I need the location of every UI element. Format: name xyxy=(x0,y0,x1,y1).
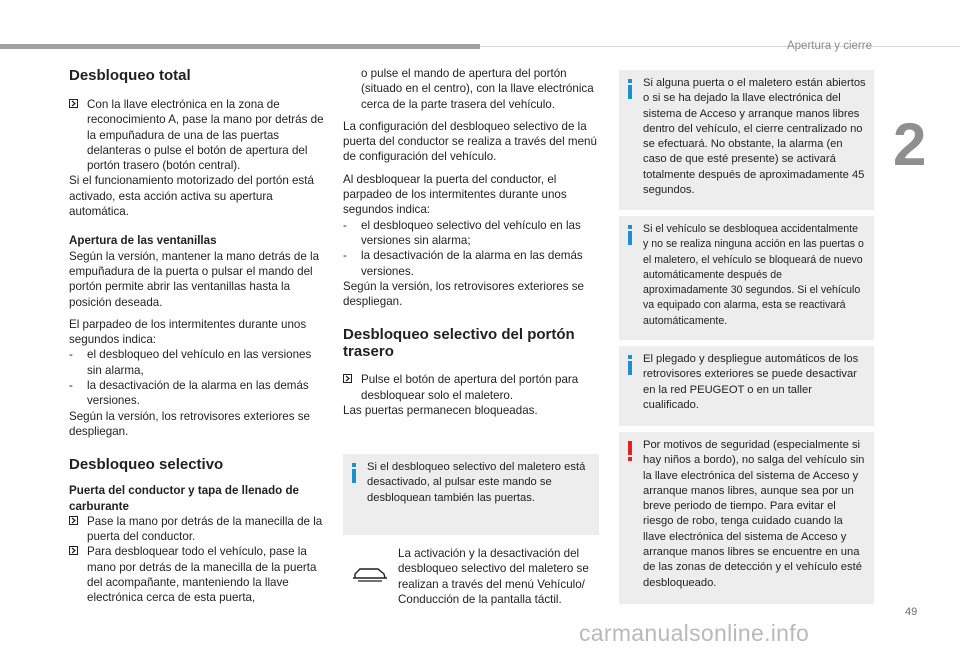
paragraph: Según la versión, los retrovisores exteriores se despliegan. xyxy=(343,279,585,309)
list-item: Con la llave electrónica en la zona de reconocimiento A, pase la mano por detrás de la empuñadura de una de las puertas delanteras o pulse el botón de apertura del portón trasero (botón central). xyxy=(69,97,324,173)
car-icon xyxy=(353,566,387,582)
paragraph: El parpadeo de los intermitentes durante unos segundos indica: xyxy=(69,317,307,347)
warning-box: Por motivos de seguridad (especialmente si hay niños a bordo), no salga del vehículo sin la llave electrónica del sistema de Acceso y arranque manos libres, aunque sea por un breve periodo de tiempo. Para evitar el riesgo de robo, tenga cuidado cuando la llave electrónica del sistema de Acceso y arranque manos libres se encuentre en una de las zonas de detección y el vehículo esté desbloqueado. xyxy=(619,432,874,604)
list-item: - la desactivación de la alarma en las demás versiones. xyxy=(69,379,309,408)
header-rule xyxy=(0,44,480,49)
list-item: - el desbloqueo del vehículo en las versiones sin alarma, xyxy=(69,348,312,377)
arrow-bullet-icon xyxy=(343,372,357,387)
header-rule-thin xyxy=(480,46,960,47)
chapter-number: 2 xyxy=(893,111,927,178)
note-touchscreen: La activación y la desactivación del desbloqueo selectivo del maletero se realizan a través del menú Vehículo/ Conducción de la pantalla táctil. xyxy=(343,546,599,610)
arrow-bullet-icon xyxy=(69,544,83,559)
info-box: Si alguna puerta o el maletero están abiertos o si se ha dejado la llave electrónica del sistema de Acceso y arranque manos libres dentro del vehículo, el cierre centralizado no se efectuará. No obstante, la alarma (en caso de que esté presente) se activará totalmente después de aproximadamente 45 segundos. xyxy=(619,70,874,210)
paragraph: Según la versión, los retrovisores exteriores se despliegan. xyxy=(69,409,311,438)
info-box: El plegado y despliegue automáticos de los retrovisores exteriores se puede desactivar en la red PEUGEOT o en un taller cualificado. xyxy=(619,346,874,426)
list-item: Pase la mano por detrás de la manecilla de la puerta del conductor. xyxy=(69,514,324,545)
heading-selectivo-porton: Desbloqueo selectivo del portón trasero xyxy=(343,326,575,361)
info-icon xyxy=(350,463,358,483)
info-icon xyxy=(626,355,634,375)
heading-desbloqueo-total: Desbloqueo total xyxy=(69,67,191,84)
paragraph: Al desbloquear la puerta del conductor, el parpadeo de los intermitentes durante unos segundos indica: xyxy=(343,172,567,217)
info-box: Si el desbloqueo selectivo del maletero está desactivado, al pulsar este mando se desbloquean también las puertas. xyxy=(343,454,599,535)
subheading-ventanillas: Apertura de las ventanillas xyxy=(69,234,217,248)
info-icon xyxy=(626,79,634,99)
column-2 xyxy=(343,66,599,418)
section-title: Apertura y cierre xyxy=(786,40,872,52)
info-icon xyxy=(626,225,634,245)
paragraph: Las puertas permanecen bloqueadas. xyxy=(343,404,538,418)
paragraph: Según la versión, mantener la mano detrás de la empuñadura de la puerta o pulsar el mando del portón permite abrir las ventanillas hasta la posición deseada. xyxy=(69,249,320,309)
arrow-bullet-icon xyxy=(69,514,83,529)
arrow-bullet-icon xyxy=(69,97,83,112)
paragraph: La configuración del desbloqueo selectivo de la puerta del conductor se realiza a través del menú de configuración del vehículo. xyxy=(343,119,597,164)
column-1 xyxy=(69,66,324,606)
list-item: - la desactivación de la alarma en las demás versiones. xyxy=(343,249,583,278)
warning-icon xyxy=(626,441,634,461)
list-item: - el desbloqueo selectivo del vehículo en las versiones sin alarma; xyxy=(343,218,581,247)
info-box: Si el vehículo se desbloquea accidentalmente y no se realiza ninguna acción en las puertas o el maletero, el vehículo se bloqueará de nuevo automáticamente después de aproximadamente 30 segundos. Si el vehículo va equipado con alarma, esta se reactivará automáticamente. xyxy=(619,216,874,340)
subheading-puerta-conductor: Puerta del conductor y tapa de llenado de carburante xyxy=(69,484,299,513)
paragraph-continued: o pulse el mando de apertura del portón (situado en el centro), con la llave electrónica cerca de la parte trasera del vehículo. xyxy=(361,67,594,111)
paragraph: Si el funcionamiento motorizado del portón está activado, esta acción activa su apertura automática. xyxy=(69,174,314,219)
watermark: carmanualsonline.info xyxy=(579,620,810,646)
heading-desbloqueo-selectivo: Desbloqueo selectivo xyxy=(69,456,224,474)
list-item: Para desbloquear todo el vehículo, pase la mano por detrás de la manecilla de la puerta del acompañante, manteniendo la llave electrónica cerca de esta puerta, xyxy=(69,544,324,605)
page-number: 49 xyxy=(905,606,918,618)
list-item: Pulse el botón de apertura del portón para desbloquear solo el maletero. xyxy=(343,372,599,403)
